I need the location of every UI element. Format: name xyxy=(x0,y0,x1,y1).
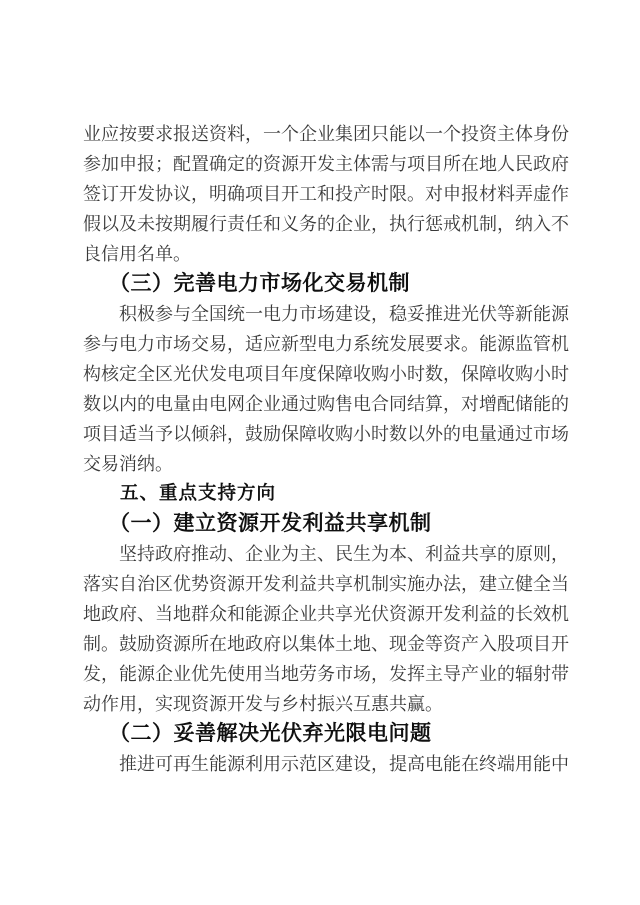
subsection-heading: （三）完善电力市场化交易机制 xyxy=(109,272,410,295)
paragraph-line: 动作用，实现资源开发与乡村振兴互惠共赢。 xyxy=(83,694,443,714)
subsection-heading: （二）妥善解决光伏弃光限电问题 xyxy=(109,722,432,745)
numbered-heading: 五、重点支持方向 xyxy=(120,484,277,504)
paragraph-line: 发，能源企业优先使用当地劳务市场，发挥主导产业的辐射带 xyxy=(83,664,569,684)
body-paragraph xyxy=(83,539,569,719)
paragraph-line: 落实自治区优势资源开发利益共享机制实施办法，建立健全当 xyxy=(83,574,569,594)
paragraph-line: 签订开发协议，明确项目开工和投产时限。对申报材料弄虚作 xyxy=(83,184,569,204)
paragraph-line: 推进可再生能源利用示范区建设，提高电能在终端用能中 xyxy=(119,754,569,774)
paragraph-line: 制。鼓励资源所在地政府以集体土地、现金等资产入股项目开 xyxy=(83,634,569,654)
paragraph-line: 数以内的电量由电网企业通过购售电合同结算，对增配储能的 xyxy=(83,394,569,414)
paragraph-line: 业应按要求报送资料，一个企业集团只能以一个投资主体身份 xyxy=(83,124,569,144)
subsection-heading: （一）建立资源开发利益共享机制 xyxy=(109,512,432,535)
paragraph-line: 参与电力市场交易，适应新型电力系统发展要求。能源监管机 xyxy=(83,334,569,354)
paragraph-line: 假以及未按期履行责任和义务的企业，执行惩戒机制，纳入不 xyxy=(83,214,569,234)
body-paragraph xyxy=(83,749,569,779)
paragraph-line: 构核定全区光伏发电项目年度保障收购小时数，保障收购小时 xyxy=(83,364,569,384)
document-body xyxy=(83,119,569,779)
paragraph-line: 项目适当予以倾斜，鼓励保障收购小时数以外的电量通过市场 xyxy=(83,424,569,444)
paragraph-line: 地政府、当地群众和能源企业共享光伏资源开发利益的长效机 xyxy=(83,604,569,624)
paragraph-line: 良信用名单。 xyxy=(83,244,191,264)
paragraph-line: 积极参与全国统一电力市场建设，稳妥推进光伏等新能源 xyxy=(119,304,569,324)
body-paragraph xyxy=(83,299,569,479)
paragraph-line: 坚持政府推动、企业为主、民生为本、利益共享的原则， xyxy=(119,544,569,564)
paragraph-line: 交易消纳。 xyxy=(83,454,173,474)
paragraph-line: 参加申报；配置确定的资源开发主体需与项目所在地人民政府 xyxy=(83,154,569,174)
body-paragraph xyxy=(83,119,569,269)
